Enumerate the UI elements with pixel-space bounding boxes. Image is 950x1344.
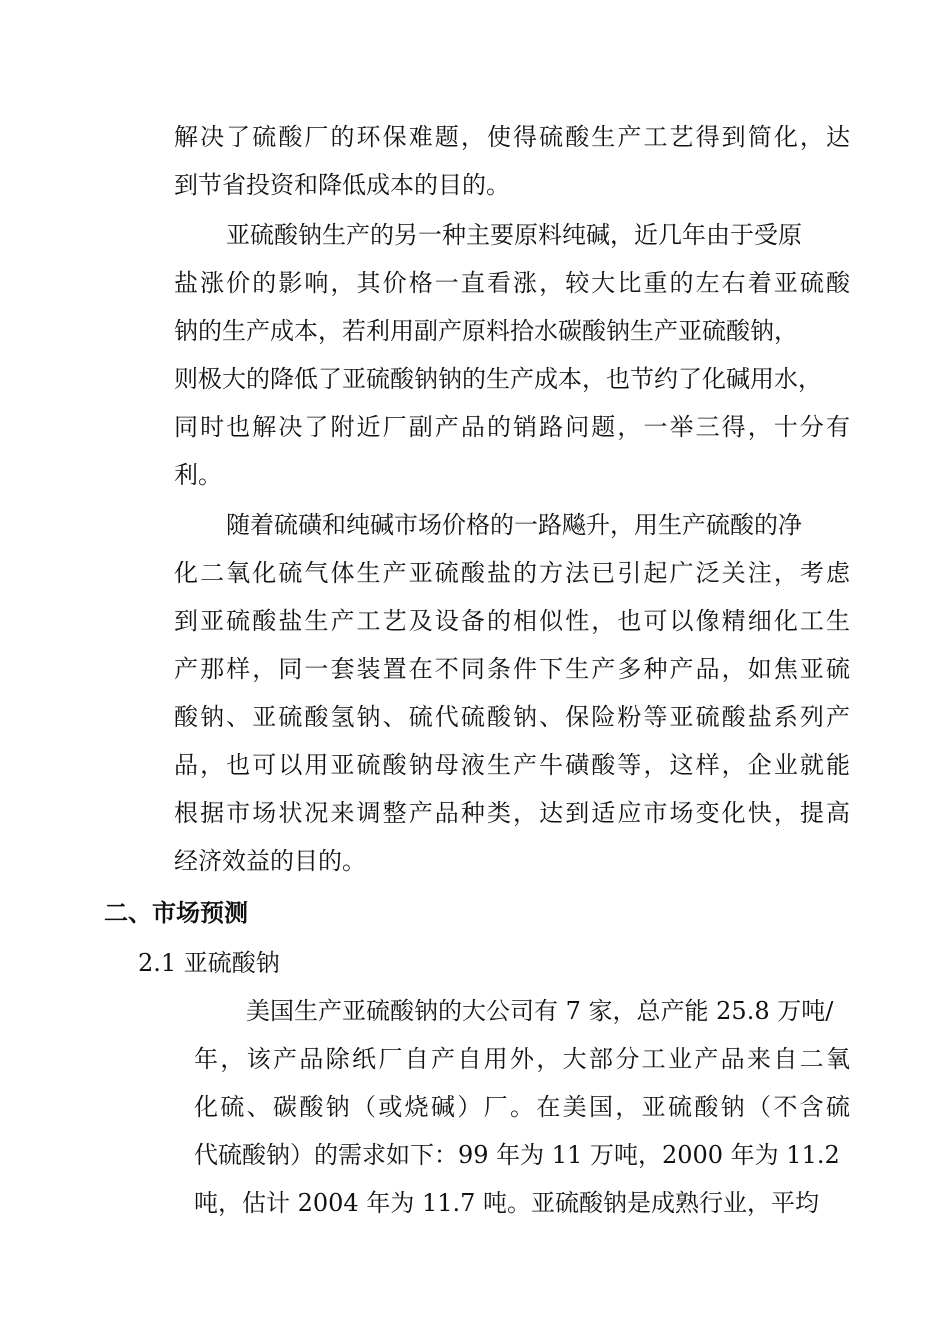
paragraph-3-line-3: 到亚硫酸盐生产工艺及设备的相似性，也可以像精细化工生	[174, 607, 850, 635]
paragraph-3-line-8: 经济效益的目的。	[174, 847, 366, 875]
paragraph-3-line-7: 根据市场状况来调整产品种类，达到适应市场变化快，提高	[174, 799, 850, 827]
paragraph-3-line-1: 随着硫磺和纯碱市场价格的一路飚升，用生产硫酸的净	[226, 511, 802, 539]
paragraph-1-line-1: 解决了硫酸厂的环保难题，使得硫酸生产工艺得到简化，达	[174, 123, 850, 151]
paragraph-2-line-4: 则极大的降低了亚硫酸钠钠的生产成本，也节约了化碱用水，	[174, 365, 822, 393]
paragraph-4-line-2: 年，该产品除纸厂自产自用外，大部分工业产品来自二氧	[194, 1045, 850, 1073]
paragraph-2-line-1: 亚硫酸钠生产的另一种主要原料纯碱，近几年由于受原	[226, 221, 802, 249]
paragraph-4-line-4: 代硫酸钠）的需求如下：99 年为 11 万吨，2000 年为 11.2	[194, 1141, 840, 1169]
paragraph-2-line-2: 盐涨价的影响，其价格一直看涨，较大比重的左右着亚硫酸	[174, 269, 850, 297]
paragraph-3-line-4: 产那样，同一套装置在不同条件下生产多种产品，如焦亚硫	[174, 655, 850, 683]
paragraph-4-line-5: 吨，估计 2004 年为 11.7 吨。亚硫酸钠是成熟行业，平均	[194, 1189, 820, 1217]
paragraph-4-line-1: 美国生产亚硫酸钠的大公司有 7 家，总产能 25.8 万吨/	[246, 997, 834, 1025]
paragraph-3-line-6: 品，也可以用亚硫酸钠母液生产牛磺酸等，这样，企业就能	[174, 751, 850, 779]
section-subheading: 2.1 亚硫酸钠	[138, 949, 280, 977]
paragraph-1-line-2: 到节省投资和降低成本的目的。	[174, 171, 510, 199]
paragraph-2-line-3: 钠的生产成本，若利用副产原料拾水碳酸钠生产亚硫酸钠，	[174, 317, 798, 345]
paragraph-4-line-3: 化硫、碳酸钠（或烧碱）厂。在美国，亚硫酸钠（不含硫	[194, 1093, 850, 1121]
paragraph-3-line-5: 酸钠、亚硫酸氢钠、硫代硫酸钠、保险粉等亚硫酸盐系列产	[174, 703, 850, 731]
section-heading: 二、市场预测	[104, 898, 248, 927]
paragraph-2-line-5: 同时也解决了附近厂副产品的销路问题，一举三得，十分有	[174, 413, 850, 441]
paragraph-2-line-6: 利。	[174, 461, 222, 489]
paragraph-3-line-2: 化二氧化硫气体生产亚硫酸盐的方法已引起广泛关注，考虑	[174, 559, 850, 587]
